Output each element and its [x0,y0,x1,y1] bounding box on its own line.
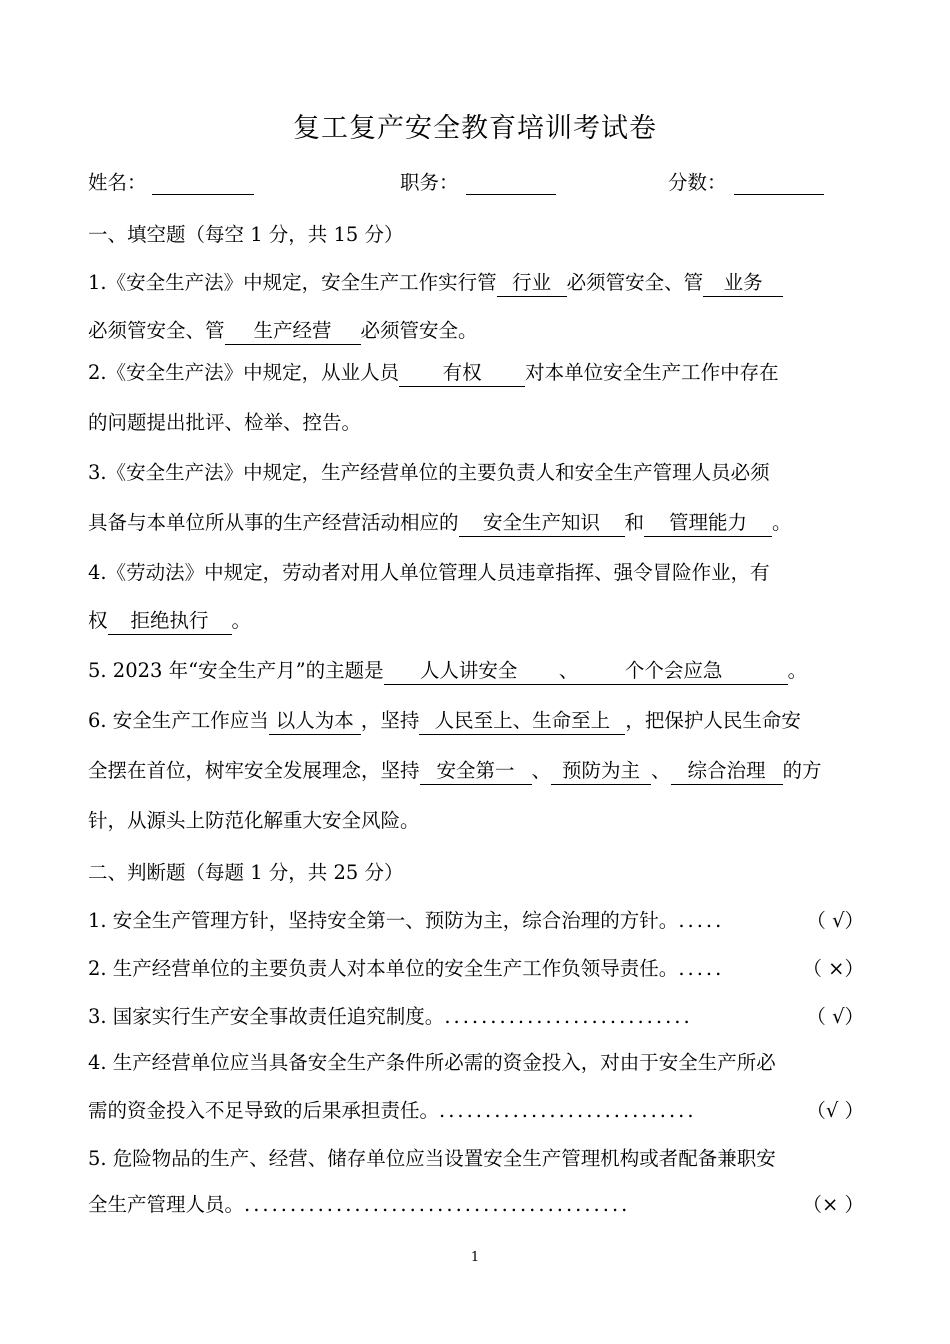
q5-line: 5. 2023 年“安全生产月”的主题是 人人讲安全 、 个个会应急 。 [88,656,868,686]
answer-mark: （× ） [802,1193,864,1216]
q5-blank-1: 人人讲安全 [419,659,518,682]
q4-line2: 权 拒绝执行 。 [88,606,868,636]
q6-blank-5: 综合治理 [671,758,783,785]
q2-blank-1: 有权 [399,360,525,387]
q6-blank-3: 安全第一 [420,758,532,785]
q3-line2: 具备与本单位所从事的生产经营活动相应的 安全生产知识 和 管理能力 。 [88,508,868,538]
section1-heading: 一、填空题（每空 1 分，共 15 分） [88,223,404,246]
q3-blank-2: 管理能力 [644,510,772,537]
q3-blank-1: 安全生产知识 [459,510,625,537]
judge-item-3: 3. 国家实行生产安全事故责任追究制度。 ........................... （ √） [88,1002,864,1032]
judge-item-4-line1: 4. 生产经营单位应当具备安全生产条件所必需的资金投入，对由于安全生产所必 [88,1051,776,1074]
q3-line1: 3.《安全生产法》中规定，生产经营单位的主要负责人和安全生产管理人员必须 [88,461,770,484]
judge-item-5-line1: 5. 危险物品的生产、经营、储存单位应当设置安全生产管理机构或者配备兼职安 [88,1147,776,1170]
page-title: 复工复产安全教育培训考试卷 [293,113,657,144]
section2-heading: 二、判断题（每题 1 分，共 25 分） [88,861,404,884]
answer-mark: （ √） [806,909,864,932]
judge-item-4: 需的资金投入不足导致的后果承担责任。 ............................ （√ ） [88,1096,864,1126]
q6-blank-4: 预防为主 [551,758,651,785]
q6-blank-1: 以人为本 [269,708,361,735]
q6-line3: 针，从源头上防范化解重大安全风险。 [88,809,420,832]
score-label: 分数： [668,171,727,194]
q2-line2: 的问题提出批评、检举、控告。 [88,411,362,434]
q6-blank-2: 人民至上、生命至上 [419,708,625,735]
q6-line1: 6. 安全生产工作应当 以人为本 ，坚持 人民至上、生命至上 ，把保护人民生命安 [88,706,868,736]
q2-line1: 2.《安全生产法》中规定，从业人员 有权 对本单位安全生产工作中存在 [88,358,868,388]
judge-item-2: 2. 生产经营单位的主要负责人对本单位的安全生产工作负领导责任。 ..... （ ×） [88,954,864,984]
name-field[interactable] [152,194,254,195]
q1-blank-1: 行业 [497,270,567,297]
q4-line1: 4.《劳动法》中规定，劳动者对用人单位管理人员违章指挥、强令冒险作业，有 [88,561,770,584]
position-field[interactable] [466,194,556,195]
position-label: 职务： [400,171,459,194]
q1-line2: 必须管安全、管 生产经营 必须管安全。 [88,316,868,346]
name-label: 姓名： [88,171,147,194]
answer-mark: （√ ） [806,1099,864,1122]
q5-blank: 人人讲安全 、 个个会应急 [384,658,788,685]
q1-blank-2: 业务 [703,270,783,297]
judge-item-5: 全生产管理人员。 .......................................... （× ） [88,1190,864,1220]
score-field[interactable] [734,194,824,195]
page-number: 1 [470,1250,480,1265]
q6-line2: 全摆在首位，树牢安全发展理念，坚持 安全第一 、 预防为主 、 综合治理 的方 [88,756,868,786]
q5-blank-2: 个个会应急 [624,659,723,682]
answer-mark: （ √） [806,1005,864,1028]
q4-blank-1: 拒绝执行 [108,608,232,635]
answer-mark: （ ×） [802,957,864,980]
q1-line1: 1.《安全生产法》中规定，安全生产工作实行管 行业 必须管安全、管 业务 [88,268,868,298]
judge-item-1: 1. 安全生产管理方针，坚持安全第一、预防为主，综合治理的方针。 ..... （ √） [88,906,864,936]
q1-blank-3: 生产经营 [225,318,361,345]
